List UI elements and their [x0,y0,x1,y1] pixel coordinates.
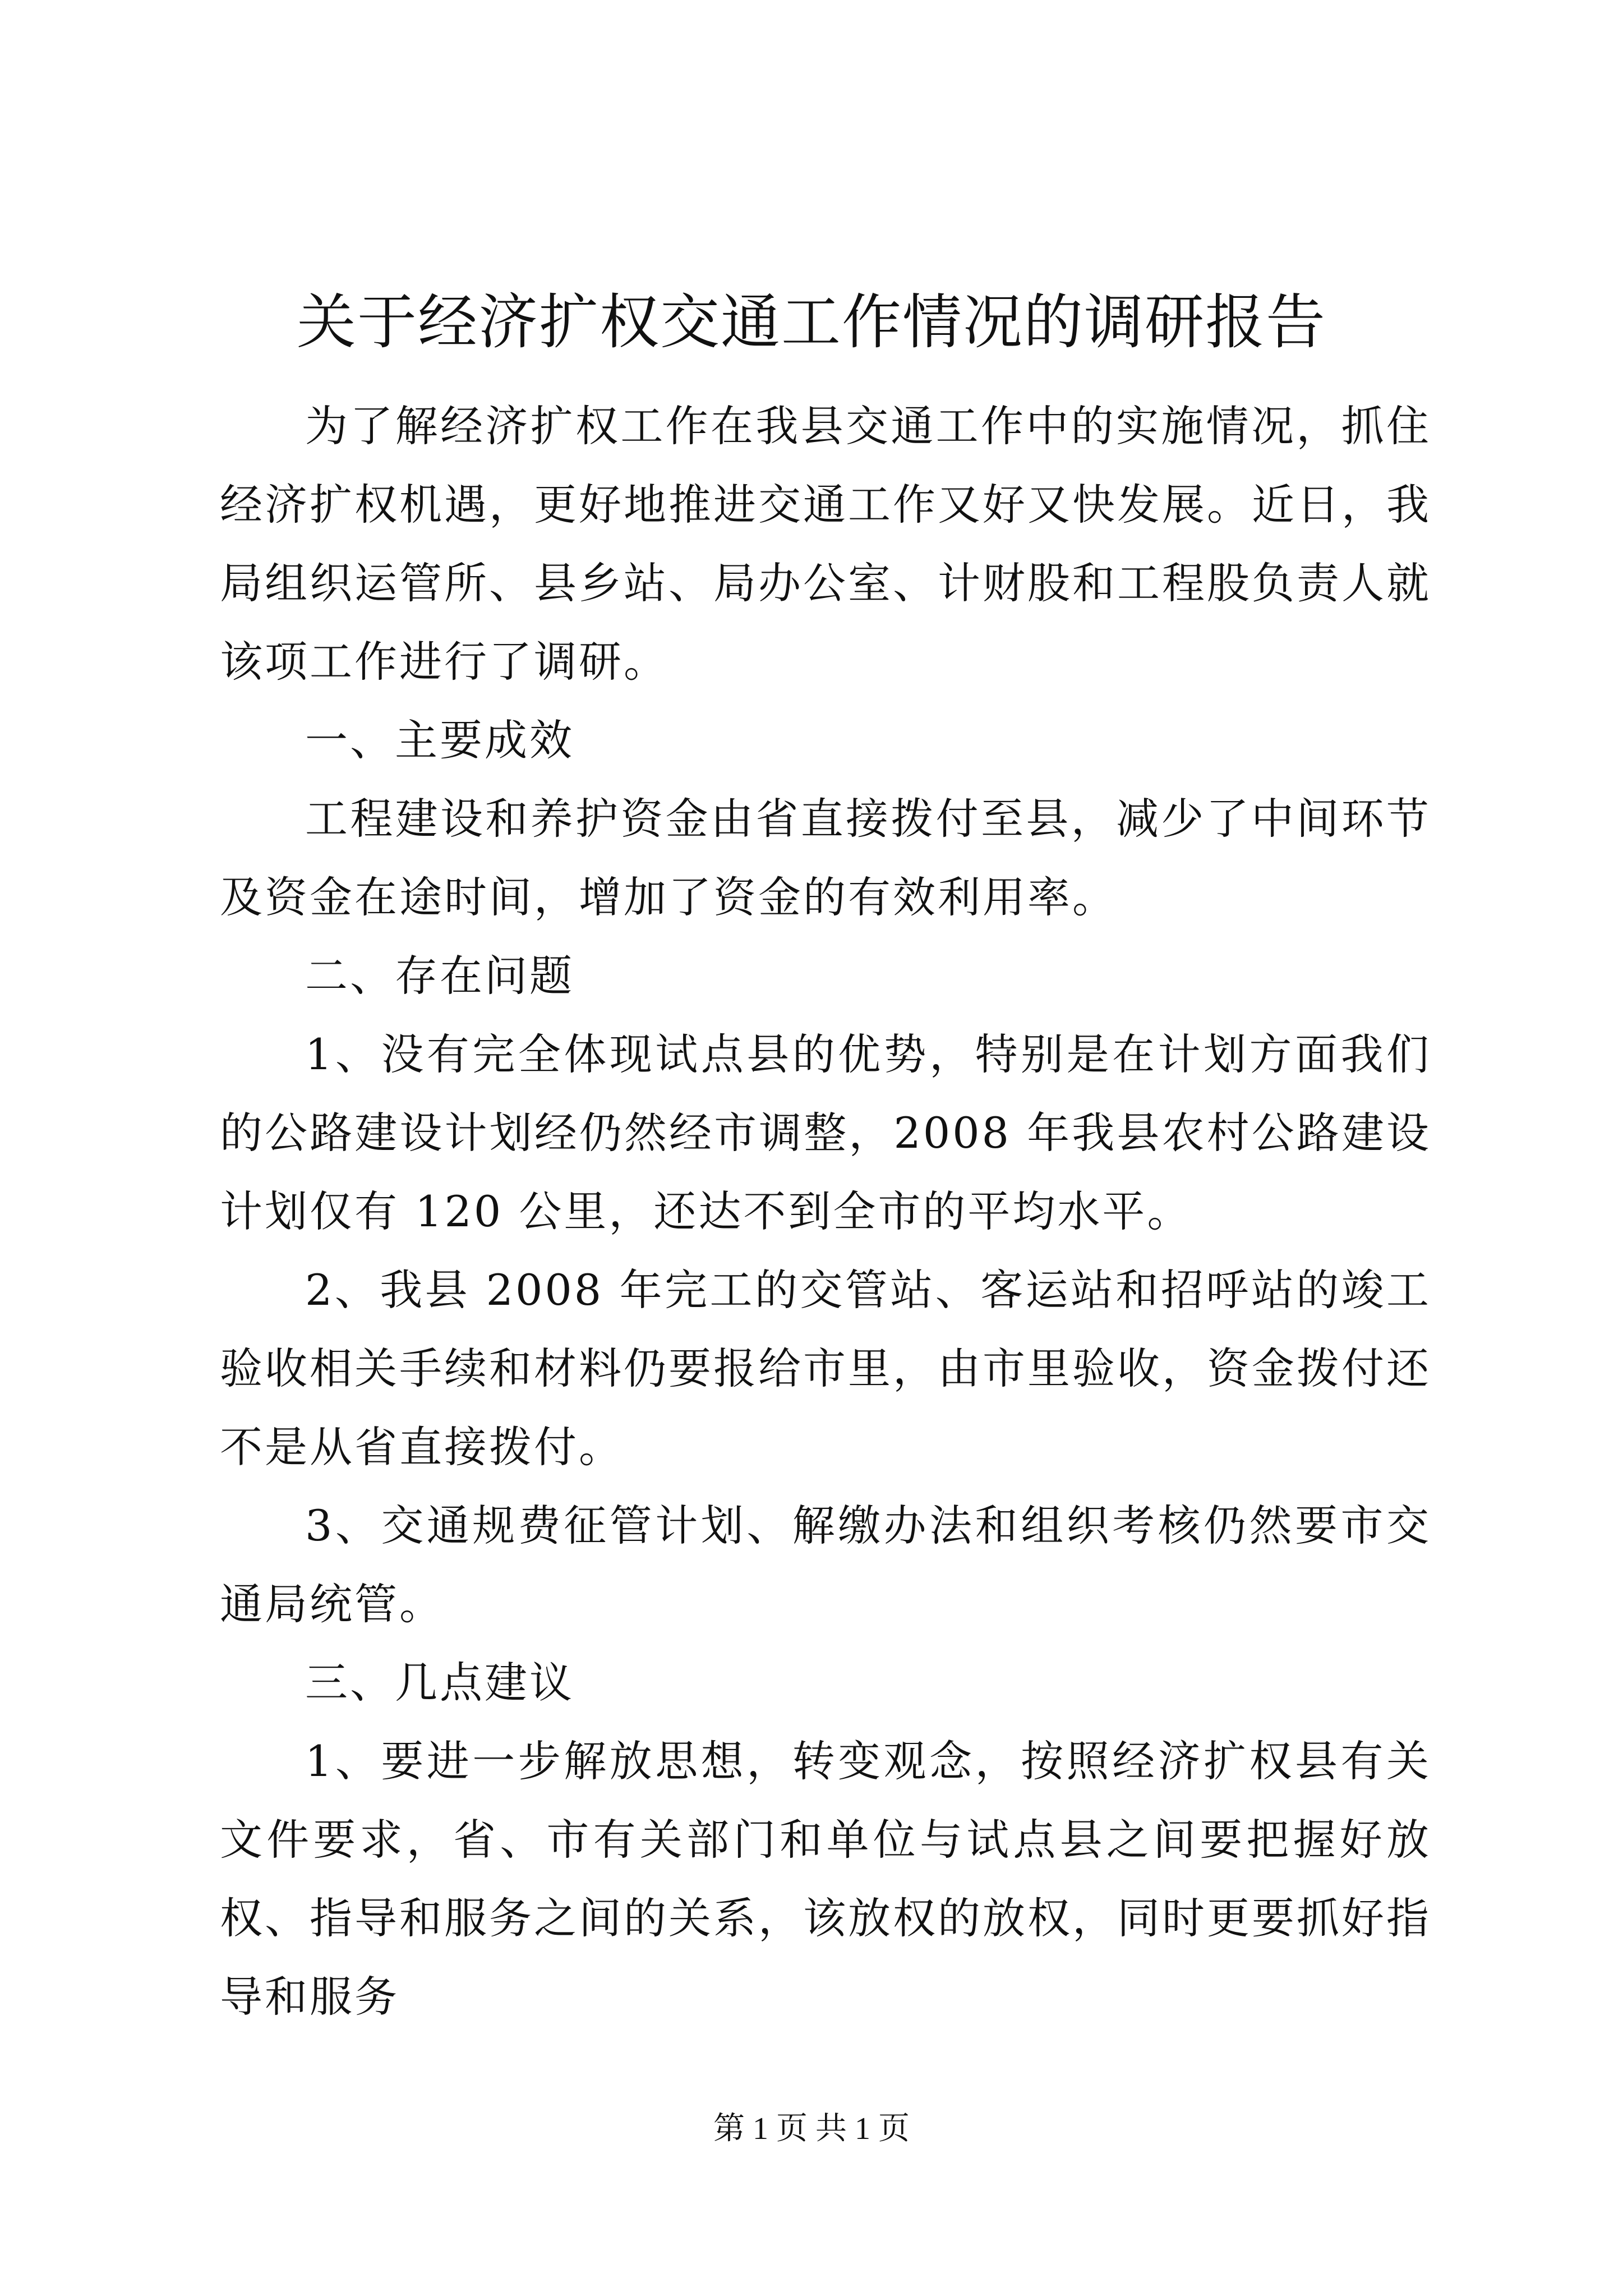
page-footer: 第 1 页 共 1 页 [713,2111,910,2146]
paragraph-intro: 为了解经济扩权工作在我县交通工作中的实施情况，抓住经济扩权机遇，更好地推进交通工作又好又快发展。近日，我局组织运管所、县乡站、局办公室、计财股和工程股负责人就该项工作进行了调研。 [220,401,1431,687]
paragraph-achievements: 工程建设和养护资金由省直接拨付至县，减少了中间环节及资金在途时间，增加了资金的有效利用率。 [220,794,1431,922]
paragraph-suggestion-1: 1、要进一步解放思想，转变观念，按照经济扩权县有关文件要求，省、市有关部门和单位与试点县之间要把握好放权、指导和服务之间的关系，该放权的放权，同时更要抓好指导和服务 [220,1736,1431,2022]
paragraph-problem-2: 2、我县 2008 年完工的交管站、客运站和招呼站的竣工验收相关手续和材料仍要报给市里，由市里验收，资金拨付还不是从省直接拨付。 [220,1265,1431,1472]
paragraph-problem-3: 3、交通规费征管计划、解缴办法和组织考核仍然要市交通局统管。 [220,1501,1431,1629]
document-body [220,387,1431,2036]
document-title: 关于经济扩权交通工作情况的调研报告 [297,288,1326,357]
section-heading-achievements: 一、主要成效 [305,715,574,765]
section-heading-problems: 二、存在问题 [305,951,574,1001]
paragraph-problem-1: 1、没有完全体现试点县的优势，特别是在计划方面我们的公路建设计划经仍然经市调整，2008 年我县农村公路建设计划仅有 120 公里，还达不到全市的平均水平。 [220,1029,1431,1236]
section-heading-suggestions: 三、几点建议 [305,1658,574,1708]
